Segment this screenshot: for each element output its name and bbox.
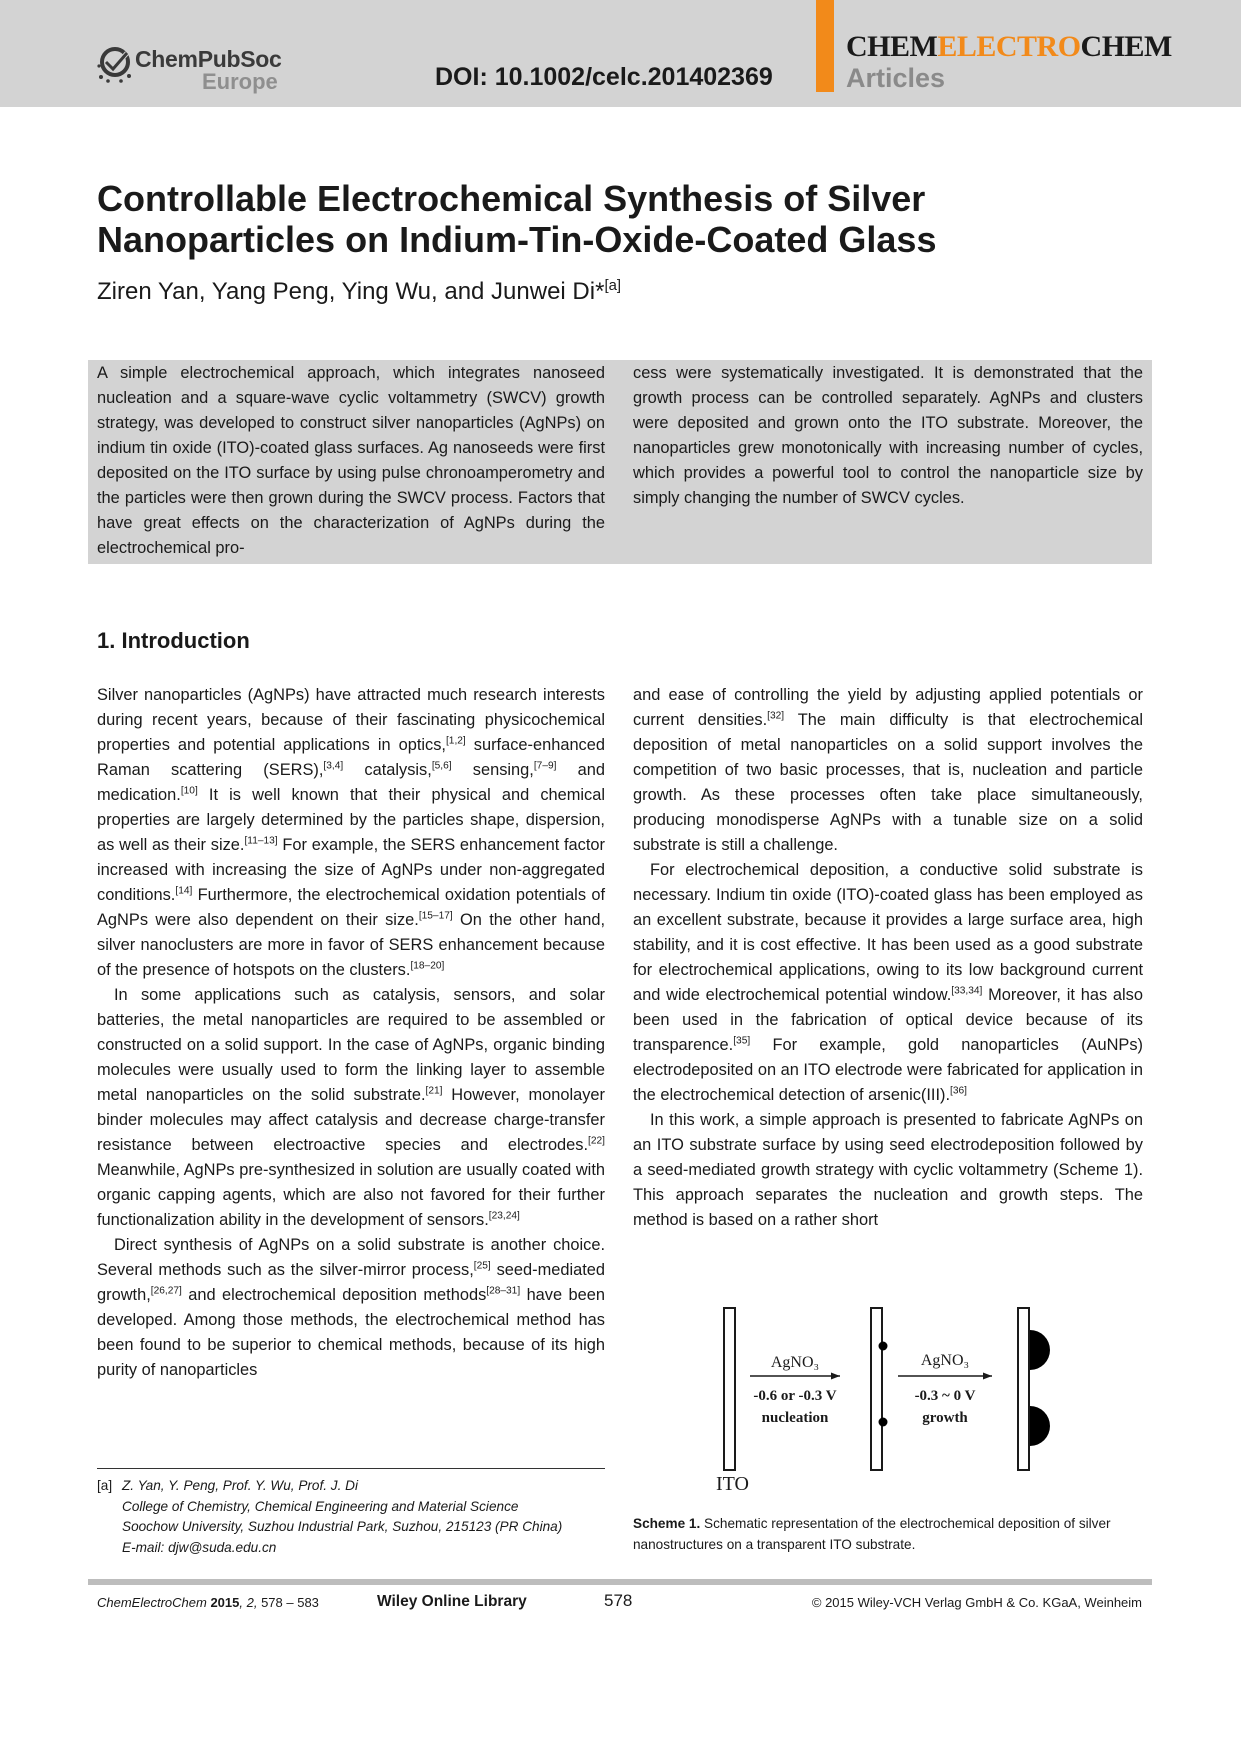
- citation[interactable]: [36]: [950, 1085, 967, 1097]
- footnote-mark: [a]: [97, 1478, 113, 1493]
- abstract-text: cess were systematically investigated. It is demonstrated that the growth process can be controlled separately. AgNPs and clusters were deposited and grown onto the ITO substrate. Moreover, the nanoparticles grew monotonically with increasing number of cycles, which provides a powerful tool to control the nanoparticle size by simply changing the number of SWCV cycles.: [633, 364, 1143, 507]
- journal-name-part: ELECTRO: [937, 30, 1081, 63]
- citation[interactable]: [33,34]: [951, 985, 983, 997]
- ito-electrode-seeded: [871, 1308, 882, 1470]
- potential-label-1: -0.6 or -0.3 V: [753, 1388, 837, 1404]
- scheme-caption: [633, 1513, 1143, 1555]
- body-right-column: [633, 683, 1143, 1233]
- citation[interactable]: [18–20]: [410, 960, 445, 972]
- potential-label-2: -0.3 ~ 0 V: [914, 1388, 976, 1404]
- citation[interactable]: [23,24]: [488, 1210, 520, 1222]
- paragraph: Direct synthesis of AgNPs on a solid substrate is another choice. Several methods such as the silver-mirror process,[25] seed-mediated growth,[26,27] and electrochemical deposition methods[28–31] have been developed. Among those methods, the electrochemical method has been found to be superior to chemical methods, because of its high purity of nanoparticles: [97, 1236, 606, 1379]
- reaction-arrow-head: [983, 1373, 992, 1380]
- ito-electrode-bare: [724, 1308, 735, 1470]
- article-title: Controllable Electrochemical Synthesis of Silver Nanoparticles on Indium-Tin-Oxide-Coated Glass: [97, 178, 937, 260]
- author-names: Ziren Yan, Yang Peng, Ying Wu, and Junwei Di*: [97, 278, 605, 305]
- step-label-growth: growth: [922, 1410, 968, 1426]
- footnote-authors: Z. Yan, Y. Peng, Prof. Y. Wu, Prof. J. Di: [122, 1478, 358, 1493]
- journal-name-part: CHEM: [1080, 30, 1172, 63]
- silver-nanoparticle: [1030, 1406, 1050, 1446]
- citation[interactable]: [25]: [473, 1260, 491, 1272]
- scheme-1-figure: [700, 1300, 1080, 1500]
- reaction-arrow-head: [831, 1373, 840, 1380]
- abstract-left-column: [97, 361, 605, 561]
- paragraph: In some applications such as catalysis, sensors, and solar batteries, the metal nanoparticles are required to be assembled or constructed on a solid support. In the case of AgNPs, organic binding molecules were usually used to form the linking layer to assemble metal nanoparticles on the solid substrate.[21] However, monolayer binder molecules may affect catalysis and decrease charge-transfer resistance between electroactive species and electrodes.[22] Meanwhile, AgNPs pre-synthesized in solution are usually coated with organic capping agents, which are also not favored for their further functionalization ability in the development of sensors.[23,24]: [97, 986, 605, 1229]
- paragraph: For electrochemical deposition, a conductive solid substrate is necessary. Indium tin oxide (ITO)-coated glass has been employed as an excellent substrate, because it provides a large surface area, high stability, and it is cost effective. It has been used as a good substrate for electrochemical applications, owing to its low background current and wide electrochemical potential window.[33,34] Moreover, it has also been used in the fabrication of optical device because of its transparence.[35] For example, gold nanoparticles (AuNPs) electrodeposited on an ITO electrode were fabricated for application in the electrochemical detection of arsenic(III).[36]: [633, 861, 1143, 1104]
- chempubsoc-emblem-icon: [97, 44, 137, 84]
- footnote-department: College of Chemistry, Chemical Engineering and Material Science: [122, 1498, 519, 1514]
- logo-wordmark: ChemPubSoc: [135, 46, 282, 72]
- scheme-diagram: [700, 1300, 1080, 1500]
- citation[interactable]: [7–9]: [533, 760, 557, 772]
- citation[interactable]: [5,6]: [431, 760, 452, 772]
- paragraph: and ease of controlling the yield by adjusting applied potentials or current densities.[32] The main difficulty is that electrochemical deposition of metal nanoparticles on a solid support involves the competition of two basic processes, that is, nucleation and particle growth. As these processes often take place simultaneously, producing monodisperse AgNPs with a tunable size on a solid substrate is still a challenge.: [633, 686, 1143, 854]
- abstract-text: A simple electrochemical approach, which integrates nanoseed nucleation and a square-wave cyclic voltammetry (SWCV) growth strategy, was developed to construct silver nanoparticles (AgNPs) on indium tin oxide (ITO)-coated glass surfaces. Ag nanoseeds were first deposited on the ITO surface by using pulse chronoamperometry and the particles were then grown during the SWCV process. Factors that have great effects on the characterization of AgNPs during the electrochemical pro-: [97, 364, 605, 557]
- reagent-label-1: AgNO₃: [770, 1354, 820, 1371]
- footnote-email[interactable]: E-mail: djw@suda.edu.cn: [122, 1539, 277, 1555]
- citation[interactable]: [1,2]: [445, 735, 466, 747]
- footer-citation: ChemElectroChem 2015, 2, 578 – 583: [97, 1595, 319, 1610]
- silver-seed: [879, 1342, 888, 1351]
- section-heading-introduction: 1. Introduction: [97, 628, 250, 653]
- footnote-address: Soochow University, Suzhou Industrial Park, Suzhou, 215123 (PR China): [122, 1519, 563, 1534]
- affiliation-footnote: [97, 1476, 617, 1558]
- copyright-notice: © 2015 Wiley-VCH Verlag GmbH & Co. KGaA, Weinheim: [811, 1595, 1142, 1610]
- reagent-label-2: AgNO₃: [920, 1352, 970, 1369]
- paragraph: In this work, a simple approach is presented to fabricate AgNPs on an ITO substrate surface by using seed electrodeposition followed by a seed-mediated growth strategy with cyclic voltammetry (Scheme 1). This approach separates the nucleation and growth steps. The method is based on a rather short: [633, 1111, 1143, 1229]
- ito-substrate-label: ITO: [716, 1473, 749, 1495]
- logo-subtitle: Europe: [202, 69, 278, 94]
- citation[interactable]: [28–31]: [486, 1285, 521, 1297]
- doi-link[interactable]: DOI: 10.1002/celc.201402369: [435, 63, 773, 91]
- citation[interactable]: [32]: [767, 710, 785, 722]
- article-section-label: Articles: [846, 63, 946, 93]
- citation[interactable]: [3,4]: [323, 760, 344, 772]
- silver-seed: [879, 1418, 888, 1427]
- step-label-nucleation: nucleation: [761, 1410, 829, 1426]
- citation[interactable]: [21]: [425, 1085, 443, 1097]
- citation[interactable]: [15–17]: [418, 910, 453, 922]
- abstract-right-column: [633, 361, 1143, 511]
- journal-name-part: CHEM: [846, 30, 938, 63]
- citation[interactable]: [14]: [175, 885, 193, 897]
- citation[interactable]: [10]: [180, 785, 198, 797]
- silver-nanoparticle: [1030, 1330, 1050, 1370]
- author-list: [97, 278, 621, 306]
- scheme-caption-text: Schematic representation of the electrochemical deposition of silver nanostructures on a transparent ITO substrate.: [633, 1516, 1111, 1552]
- citation[interactable]: [22]: [588, 1135, 605, 1147]
- citation[interactable]: [11–13]: [244, 835, 278, 847]
- scheme-caption-label: Scheme 1.: [633, 1516, 701, 1531]
- footnote-divider: [97, 1468, 605, 1469]
- chempubsoc-logo: [97, 44, 287, 96]
- citation[interactable]: [26,27]: [150, 1285, 182, 1297]
- footer-divider: [88, 1579, 1152, 1585]
- journal-name: [846, 30, 1172, 64]
- body-left-column: [97, 683, 605, 1383]
- page-number: 578: [604, 1591, 633, 1610]
- paragraph: Silver nanoparticles (AgNPs) have attracted much research interests during recent years, because of their fascinating physicochemical properties and potential applications in optics,[1,2] surface-enhanced Raman scattering (SERS),[3,4] catalysis,[5,6] sensing,[7–9] and medication.[10] It is well known that their physical and chemical properties are largely determined by the particles shape, dispersion, as well as their size.[11–13] For example, the SERS enhancement factor increased with increasing the size of AgNPs under non-aggregated conditions.[14] Furthermore, the electrochemical oxidation potentials of AgNPs were also dependent on their size.[15–17] On the other hand, silver nanoclusters are more in favor of SERS enhancement because of the presence of hotspots on the clusters.[18–20]: [97, 686, 605, 979]
- ito-electrode-grown: [1018, 1308, 1029, 1470]
- affiliation-mark[interactable]: [a]: [604, 278, 621, 294]
- wiley-online-library-link[interactable]: Wiley Online Library: [377, 1593, 527, 1610]
- citation[interactable]: [35]: [733, 1035, 751, 1047]
- journal-accent-bar: [816, 0, 834, 92]
